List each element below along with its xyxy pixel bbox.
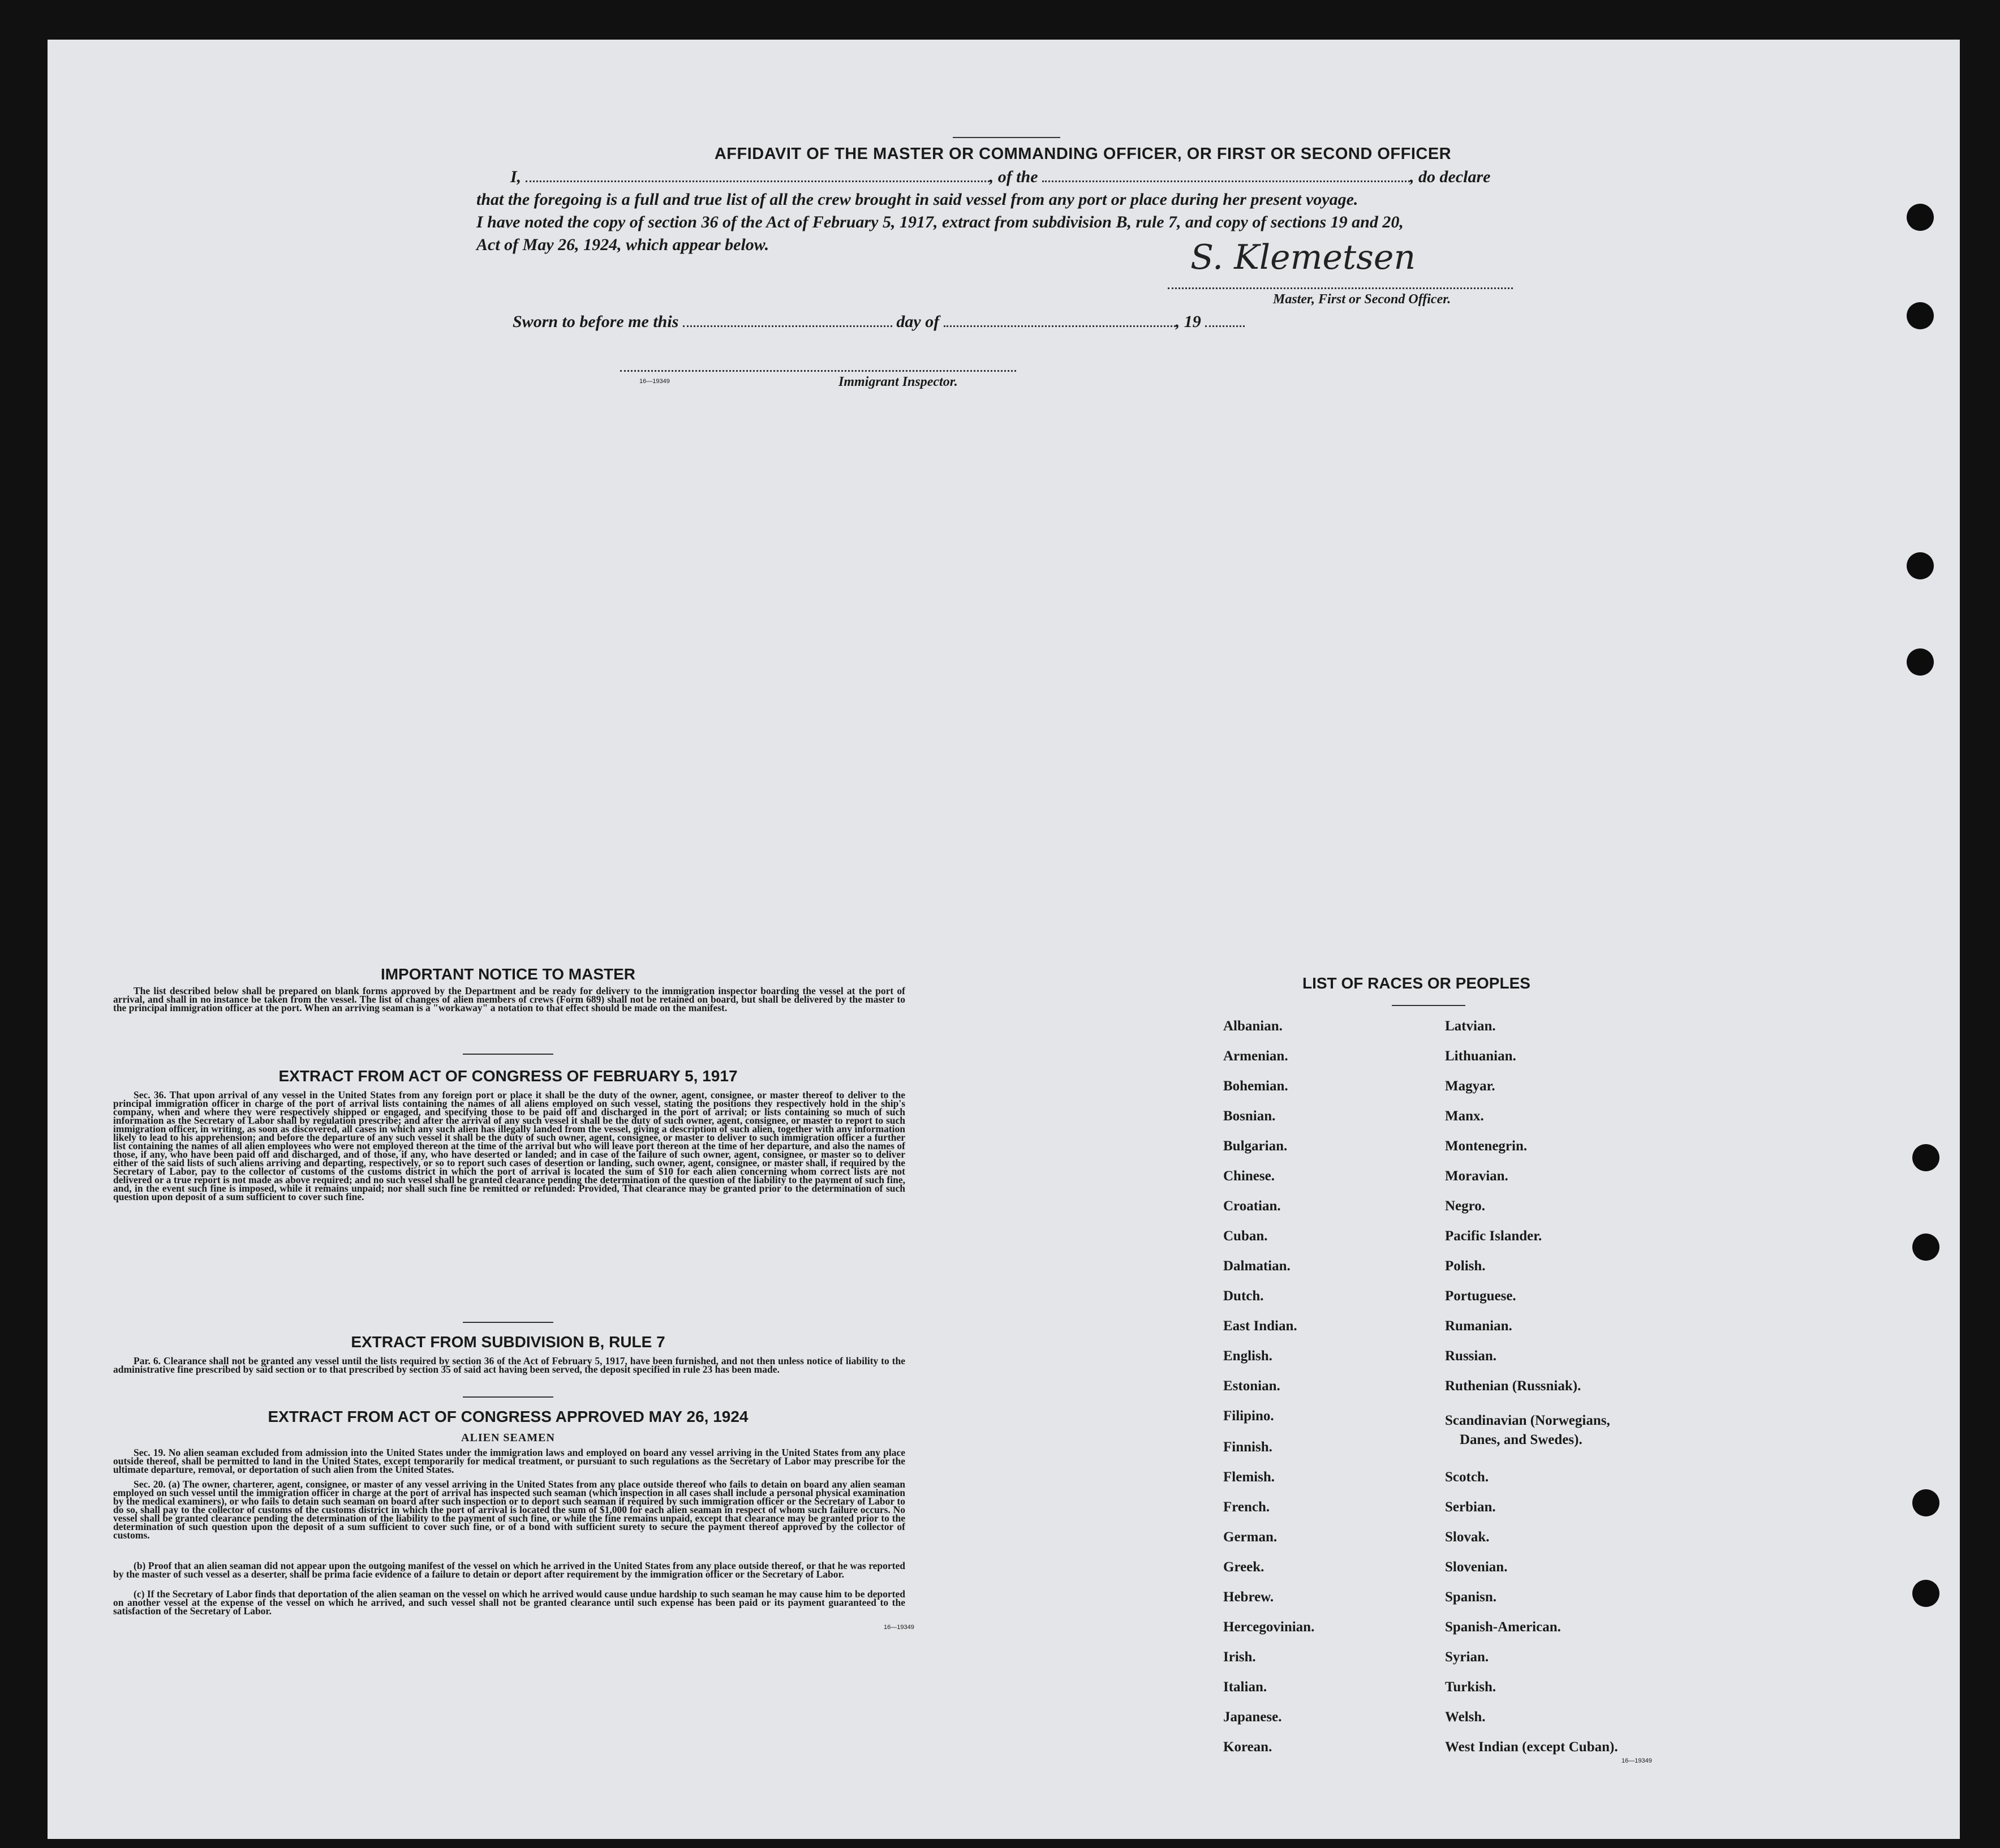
punch-hole-icon [1907,648,1934,676]
form-number-bottom-left: 16—19349 [884,1624,914,1631]
race-item: Montenegrin. [1445,1138,1528,1154]
punch-hole-icon [1912,1234,1939,1261]
race-item: Spanish-American. [1445,1619,1561,1635]
sworn-month-blank [944,313,1176,327]
race-item: Syrian. [1445,1649,1489,1665]
race-item: Serbian. [1445,1499,1496,1515]
sec-20c-body: (c) If the Secretary of Labor finds that deportation of the alien seaman on the vessel on which he arrived would cause undue hardship to such seaman he may cause him to be deported on another vessel at the expense of the vessel on which he arrived, and such vessel shall not be granted clearance until such expense has been paid or its payment guaranteed to the satisfaction of the Secretary of Labor. [113,1588,905,1617]
day-of-label: day of [896,312,940,331]
line1-declare: , do declare [1410,167,1491,186]
form-number-top: 16—19349 [639,378,670,385]
races-title: LIST OF RACES OR PEOPLES [1302,974,1530,992]
race-item: Korean. [1223,1739,1272,1755]
title-rule [953,137,1060,138]
inspector-caption: Immigrant Inspector. [838,375,958,389]
race-item: Filipino. [1223,1408,1274,1424]
race-item: Russian. [1445,1348,1497,1364]
affidavit-line-4: Act of May 26, 1924, which appear below. [476,235,769,254]
race-item: English. [1223,1348,1272,1364]
race-item: Moravian. [1445,1168,1508,1184]
race-item: Welsh. [1445,1709,1486,1725]
sec-20a-body: Sec. 20. (a) The owner, charterer, agent, consignee, or master of any vessel arriving in the United States from any place outside thereof who fails to detain on board any alien seaman employed on such vessel until the immigration officer in charge at the port of arrival has inspected such seaman (which inspection in all cases shall include a personal physical examination by the medical examiners), or who fails to detain such seaman on board after such inspection or to deport such seaman if required by such immigration officer or the Secretary of Labor to do so, shall pay to the collector of customs of the customs district in which the port of arrival is located the sum of $1,000 for each alien seaman in respect of whom such failure occurs. No vessel shall be granted clearance pending the determination of the liability to the payment of such fine, or while the fine remains unpaid, except that clearance may be granted prior to the determination of such question upon the deposit of a sum sufficient to cover such fine, or of a bond with sufficient surety to secure the payment thereof approved by the collector of customs. [113,1479,905,1541]
punch-hole-icon [1907,552,1934,579]
affidavit-line-1 [510,167,1490,187]
race-item: Hercegovinian. [1223,1619,1315,1635]
affidavit-title: AFFIDAVIT OF THE MASTER OR COMMANDING OFFICER, OR FIRST OR SECOND OFFICER [714,145,1452,163]
handwritten-signature: S. Klemetsen [1190,238,1416,277]
sworn-label: Sworn to before me this [513,312,679,331]
race-item: Rumanian. [1445,1318,1512,1334]
punch-hole-icon [1912,1144,1939,1171]
race-item: East Indian. [1223,1318,1297,1334]
race-item: Japanese. [1223,1709,1282,1725]
form-number-bottom-right: 16—19349 [1621,1757,1652,1764]
extract-rule7-rule [463,1396,553,1398]
vessel-blank [1042,168,1410,182]
race-item: Negro. [1445,1198,1486,1214]
race-item: Italian. [1223,1679,1267,1695]
race-item: Portuguese. [1445,1288,1516,1304]
race-item: German. [1223,1529,1278,1545]
signature-caption: Master, First or Second Officer. [1273,292,1451,307]
race-item: Armenian. [1223,1048,1288,1064]
race-item: Croatian. [1223,1198,1281,1214]
race-item: Magyar. [1445,1078,1495,1094]
race-item: Dutch. [1223,1288,1264,1304]
race-item: Chinese. [1223,1168,1275,1184]
sec-20b-body: (b) Proof that an alien seaman did not appear upon the outgoing manifest of the vessel on which he arrived in the United States from any place outside thereof, or that he was reported by the master of such vessel as a deserter, shall be prima facie evidence of a failure to detain or deport after requirement by the immigration officer or the Secretary of Labor. [113,1560,905,1580]
inspector-line [620,370,1016,372]
race-item-line: Scandinavian (Norwegians, [1445,1413,1610,1428]
punch-hole-icon [1912,1580,1939,1607]
punch-hole-icon [1907,204,1934,231]
race-item: Scotch. [1445,1469,1489,1485]
extract-1924-subtitle: ALIEN SEAMEN [461,1432,555,1444]
race-item: Pacific Islander. [1445,1228,1542,1244]
notice-title: IMPORTANT NOTICE TO MASTER [380,965,636,983]
notice-body: The list described below shall be prepared on blank forms approved by the Department and be ready for delivery to the immigration inspector boarding the vessel at the port of arrival, and shall in no instance be taken from the vessel. The list of changes of alien members of crews (Form 689) shall not be retained on board, but shall be delivered by the master to the principal immigration officer at the port. When an arriving seaman is a "workaway" a notation to that effect should be made on the manifest. [113,985,905,1013]
race-item: Cuban. [1223,1228,1268,1244]
race-item: Bosnian. [1223,1108,1276,1124]
race-item: West Indian (except Cuban). [1445,1739,1618,1755]
race-item-line: Danes, and Swedes). [1460,1432,1582,1447]
race-item-scandinavian [1445,1411,1610,1450]
race-item: Manx. [1445,1108,1484,1124]
race-item: Ruthenian (Russniak). [1445,1378,1581,1394]
race-item: Spanisn. [1445,1589,1497,1605]
sec-19-body: Sec. 19. No alien seaman excluded from admission into the United States under the immigration laws and employed on board any vessel arriving in the United States from any place outside thereof, shall be permitted to land in the United States, except temporarily for medical treatment, or pursuant to such regulations as the Secretary of Labor may prescribe for the ultimate departure, removal, or deportation of such alien from the United States. [113,1447,905,1475]
extract-rule7-body: Par. 6. Clearance shall not be granted any vessel until the lists required by section 36 of the Act of February 5, 1917, have been furnished, and not then unless notice of liability to the administrative fine prescribed by said section or to that prescribed by section 35 of said act having been served, the deposit specified in rule 23 has been made. [113,1355,905,1375]
races-rule [1392,1005,1465,1006]
race-item: Dalmatian. [1223,1258,1291,1274]
affidavit-line-2: that the foregoing is a full and true list of all the crew brought in said vessel from any port or place during her present voyage. [476,190,1358,209]
race-item: Finnish. [1223,1439,1272,1455]
race-item: Slovak. [1445,1529,1490,1545]
race-item: Greek. [1223,1559,1264,1575]
race-item: Irish. [1223,1649,1256,1665]
affidavit-line-3: I have noted the copy of section 36 of the Act of February 5, 1917, extract from subdivision B, rule 7, and copy of sections 19 and 20, [476,213,1404,231]
extract-1917-body: Sec. 36. That upon arrival of any vessel in the United States from any foreign port or place it shall be the duty of the owner, agent, consignee, or master thereof to deliver to the principal immigration officer in charge of the port of arrival lists containing the names of all aliens employed on such vessel, stating the positions they respectively hold in the ship's company, when and where they were respectively shipped or engaged, and specifying those to be paid off and discharged in the port of arrival; or lists containing so much of such information as the Secretary of Labor shall by regulation prescribe; and after the arrival of any such vessel it shall be the duty of such owner, agent, consignee, or master to report to such immigration officer, in writing, as soon as discovered, all cases in which any such alien has illegally landed from the vessel, giving a description of such alien, together with any information likely to lead to his apprehension; and before the departure of any such vessel it shall be the duty of such owner, agent, consignee, or master to deliver to such immigration officer a further list containing the names of all alien employees who were not employed thereon at the time of the arrival but who will leave port thereon at the time of her departure, and also the names of those, if any, who have been paid off and discharged, and of those, if any, who have deserted or landed; and in case of the failure of such owner, agent, consignee, or master so to deliver either of the said lists of such aliens arriving and departing, respectively, or so to report such cases of desertion or landing, such owner, agent, consignee, or master shall, if required by the Secretary of Labor, pay to the collector of customs of the customs district in which the port of arrival is located the sum of $10 for each alien concerning whom correct lists are not delivered or a true report is not made as above required; and no such vessel shall be granted clearance pending the determination of the question of the liability to the payment of such fine, and, in the event such fine is imposed, while it remains unpaid; nor shall such fine be remitted or refunded: Provided, That clearance may be granted prior to the determination of such question upon deposit of a sum sufficient to cover such fine. [113,1089,905,1202]
race-item: Polish. [1445,1258,1486,1274]
race-item: Albanian. [1223,1018,1283,1034]
punch-hole-icon [1912,1489,1939,1516]
race-item: Hebrew. [1223,1589,1274,1605]
sworn-line [513,312,1245,332]
name-blank [526,168,990,182]
line1-i: I, [510,167,522,186]
race-item: Bohemian. [1223,1078,1288,1094]
extract-1917-title: EXTRACT FROM ACT OF CONGRESS OF FEBRUARY 5, 1917 [278,1067,738,1085]
race-item: Bulgarian. [1223,1138,1288,1154]
extract-1917-rule [463,1322,553,1323]
race-item: Slovenian. [1445,1559,1508,1575]
race-item: French. [1223,1499,1270,1515]
sworn-day-blank [683,313,892,327]
extract-1924-title: EXTRACT FROM ACT OF CONGRESS APPROVED MAY 26, 1924 [268,1408,749,1425]
year-blank [1205,313,1245,327]
race-item: Turkish. [1445,1679,1496,1695]
race-item: Lithuanian. [1445,1048,1516,1064]
race-item: Estonian. [1223,1378,1280,1394]
year-label: , 19 [1175,312,1201,331]
extract-rule7-title: EXTRACT FROM SUBDIVISION B, RULE 7 [351,1333,665,1351]
line1-of: , of the [989,167,1038,186]
notice-rule [463,1054,553,1055]
race-item: Latvian. [1445,1018,1496,1034]
punch-hole-icon [1907,302,1934,329]
race-item: Flemish. [1223,1469,1275,1485]
document-page [48,40,1960,1839]
signature-line [1168,287,1513,289]
